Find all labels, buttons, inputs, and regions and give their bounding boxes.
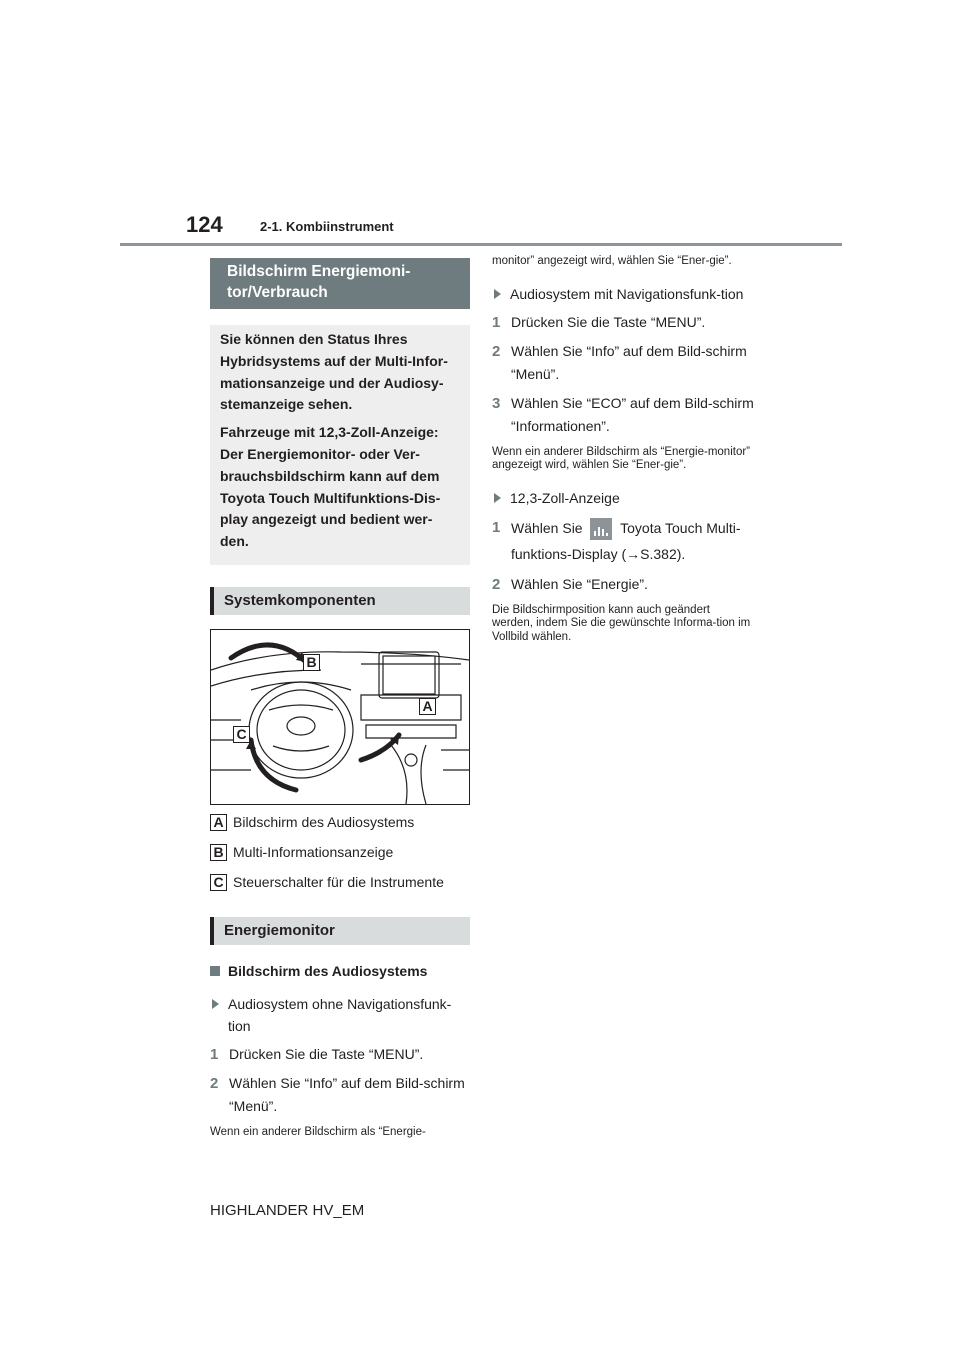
step-number: 1 (210, 1045, 219, 1063)
note-text: Die Bildschirmposition kann auch geändert werden, indem Sie die gewünschte Informa-tion im Vollbild wählen. (492, 603, 751, 643)
triangle-bullet-icon (494, 289, 501, 299)
footer-model-code: HIGHLANDER HV_EM (210, 1202, 365, 1219)
section-title-line1: Bildschirm Energiemoni- (227, 263, 411, 280)
bullet-audio-with-nav (492, 283, 754, 305)
step-number: 2 (492, 342, 501, 360)
step-item (492, 311, 754, 334)
legend-text-a: Bildschirm des Audiosystems (233, 814, 415, 831)
bullet-audio-without-nav (210, 993, 470, 1037)
step-item (492, 573, 754, 596)
legend-item-b (210, 844, 470, 861)
page-number: 124 (186, 212, 223, 237)
legend-key-b: B (210, 844, 227, 861)
legend-key-c: C (210, 874, 227, 891)
step-number: 1 (492, 313, 501, 331)
step-number: 1 (492, 518, 501, 536)
step-text (511, 515, 754, 567)
legend-text-b: Multi-Informationsanzeige (233, 844, 394, 861)
bullet-text: Audiosystem ohne Navigationsfunk-tion (228, 995, 452, 1034)
intro-paragraph-1: Sie können den Status Ihres Hybridsystems auf der Multi-Infor-mationsanzeige und der Audiosy-stemanzeige sehen. (220, 331, 448, 413)
step-item (492, 340, 754, 386)
step-number: 2 (492, 575, 501, 593)
legend-item-c (210, 874, 470, 891)
step-text: Wählen Sie “Info” auf dem Bild-schirm “Menü”. (511, 342, 747, 382)
dashboard-drawing (211, 630, 469, 804)
step-item (210, 1072, 470, 1118)
intro-box (210, 325, 470, 565)
triangle-bullet-icon (494, 493, 501, 503)
subheading-text: Bildschirm des Audiosystems (228, 962, 428, 979)
section-title-system-components: Systemkomponenten (210, 587, 470, 615)
legend-item-a (210, 814, 470, 831)
step-text: Drücken Sie die Taste “MENU”. (229, 1045, 424, 1062)
step-text-after-icon: Toyota Touch Multi-funktions-Display (→S.382). (511, 519, 741, 562)
legend-key-a: A (210, 814, 227, 831)
dashboard-illustration (210, 629, 470, 805)
callout-c: C (233, 726, 250, 743)
bullet-text: 12,3-Zoll-Anzeige (510, 489, 620, 506)
step-text-before-icon: Wählen Sie (511, 519, 583, 536)
note-text: Wenn ein anderer Bildschirm als “Energie- (210, 1125, 426, 1138)
step-text: Wählen Sie “Info” auf dem Bild-schirm “Menü”. (229, 1074, 465, 1114)
subheading-audio-screen (210, 963, 470, 979)
intro-paragraph-2: Fahrzeuge mit 12,3-Zoll-Anzeige: Der Energiemonitor- oder Ver-brauchsbildschirm kann auf dem Toyota Touch Multifunktions-Dis-play angezeigt und bedient wer-den. (220, 424, 441, 550)
step-text: Wählen Sie “Energie”. (511, 575, 648, 592)
left-column (210, 258, 470, 1139)
step-text: Wählen Sie “ECO” auf dem Bild-schirm “Informationen”. (511, 394, 754, 434)
right-column (492, 255, 754, 644)
step-number: 3 (492, 394, 501, 412)
energy-bar-chart-icon (590, 518, 612, 540)
note-text: Wenn ein anderer Bildschirm als “Energie-monitor” angezeigt wird, wählen Sie “Ener-gie”. (492, 445, 751, 471)
triangle-bullet-icon (212, 999, 219, 1009)
note-continuation: monitor” angezeigt wird, wählen Sie “Ener-gie”. (492, 255, 732, 267)
step-number: 2 (210, 1074, 219, 1092)
section-title-line2: tor/Verbrauch (227, 284, 328, 301)
header-rule (120, 243, 842, 246)
step-item (492, 392, 754, 438)
callout-a: A (419, 698, 436, 715)
chapter-title: 2-1. Kombiinstrument (260, 219, 394, 234)
step-text: Drücken Sie die Taste “MENU”. (511, 313, 706, 330)
step-item (492, 515, 754, 567)
bullet-text: Audiosystem mit Navigationsfunk-tion (510, 285, 744, 302)
section-title-energy-monitor-consumption (210, 258, 470, 309)
bullet-12-3-inch-display (492, 487, 754, 509)
section-title-energy-monitor: Energiemonitor (210, 917, 470, 945)
callout-b: B (303, 654, 320, 671)
step-item (210, 1043, 470, 1066)
legend-text-c: Steuerschalter für die Instrumente (233, 874, 444, 891)
square-bullet-icon (210, 966, 220, 976)
